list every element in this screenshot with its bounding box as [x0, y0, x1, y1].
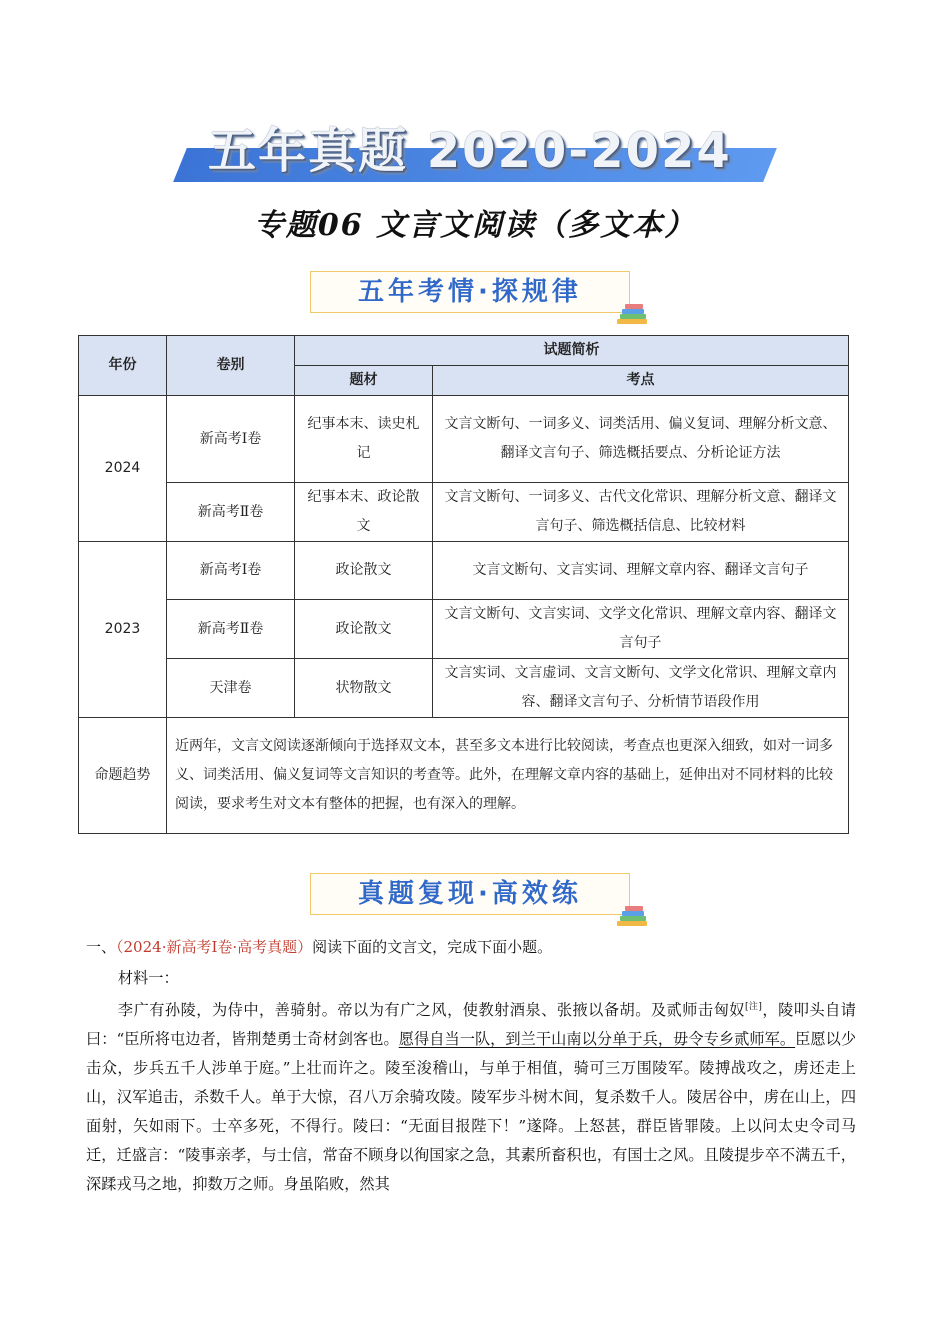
- topic-cell: 状物散文: [295, 659, 433, 718]
- table-row: [79, 483, 849, 542]
- table-row-trend: [79, 718, 849, 834]
- paper-cell: 新高考Ⅰ卷: [167, 542, 295, 600]
- material-paragraph: [86, 993, 856, 1199]
- points-cell: 文言文断句、一词多义、古代文化常识、理解分析文意、翻译文言句子、筛选概括信息、比较材料: [433, 483, 849, 542]
- footnote-marker: [注]: [744, 1002, 762, 1012]
- header-points: 考点: [433, 366, 849, 396]
- underlined-sentence: 愿得自当一队，到兰干山南以分单于兵，毋令专乡贰师军。: [398, 1030, 796, 1049]
- header-year: 年份: [79, 336, 167, 396]
- page-title: 专题06 文言文阅读（多文本）: [253, 208, 697, 243]
- header-analysis: 试题简析: [295, 336, 849, 366]
- question-source: （2024·新高考Ⅰ卷·高考真题）: [116, 938, 313, 956]
- books-icon: [617, 300, 651, 324]
- paragraph-text: 李广有孙陵，为侍中，善骑射。帝以为有广之风，使教射酒泉、张掖以备胡。及贰师击匈奴: [117, 1001, 745, 1020]
- banner-text: 五年真题 2020-2024: [208, 123, 732, 179]
- table-row: [79, 396, 849, 483]
- paper-cell: 天津卷: [167, 659, 295, 718]
- section-header-text: 真题复现·高效练: [358, 879, 582, 909]
- question-number: 一、: [86, 938, 117, 956]
- topic-cell: 政论散文: [295, 542, 433, 600]
- header-topic: 题材: [295, 366, 433, 396]
- paragraph-text: 臣愿以少击众，步兵五千人涉单于庭。”上壮而许之。陵至浚稽山，与单于相值，骑可三万围陵军。陵搏战攻之，虏还走上山，汉军追击，杀数千人。单于大惊，召八万余骑攻陵。陵军步斗树木间，复杀数千人。陵居谷中，虏在山上，四面射，矢如雨下。士卒多死，不得行。陵曰：“无面目报陛下！”遂降。上怒甚，群臣皆罪陵。上以问太史令司马迁，迁盛言：“陵事亲孝，与士信，常奋不顾身以徇国家之急，其素所畜积也，有国士之风。且陵提步卒不满五千，深蹂戎马之地，抑数万之师。身虽陷败，然其: [86, 1030, 857, 1194]
- topic-cell: 纪事本末、读史札记: [295, 396, 433, 483]
- paper-cell: 新高考Ⅰ卷: [167, 396, 295, 483]
- question-heading: [86, 936, 552, 957]
- material-label: 材料一：: [117, 969, 179, 987]
- header-banner: [180, 118, 770, 184]
- points-cell: 文言文断句、文言实词、文学文化常识、理解文章内容、翻译文言句子: [433, 600, 849, 659]
- table-row: [79, 542, 849, 600]
- paper-cell: 新高考Ⅱ卷: [167, 483, 295, 542]
- books-icon: [617, 902, 651, 926]
- trend-text: 近两年，文言文阅读逐渐倾向于选择双文本，甚至多文本进行比较阅读，考查点也更深入细致，如对一词多义、词类活用、偏义复词等文言知识的考查等。此外，在理解文章内容的基础上，延伸出对不同材料的比较阅读，要求考生对文本有整体的把握，也有深入的理解。: [167, 718, 849, 834]
- points-cell: 文言实词、文言虚词、文言文断句、文学文化常识、理解文章内容、翻译文言句子、分析情节语段作用: [433, 659, 849, 718]
- section-header-practice: [310, 873, 630, 915]
- table-row: [79, 659, 849, 718]
- exam-analysis-table: [78, 335, 849, 834]
- paper-cell: 新高考Ⅱ卷: [167, 600, 295, 659]
- points-cell: 文言文断句、一词多义、词类活用、偏义复词、理解分析文意、翻译文言句子、筛选概括要点、分析论证方法: [433, 396, 849, 483]
- section-header-text: 五年考情·探规律: [358, 277, 582, 307]
- year-cell: 2024: [79, 396, 167, 542]
- section-header-trends: [310, 271, 630, 313]
- table-row: [79, 600, 849, 659]
- question-instruction: 阅读下面的文言文，完成下面小题。: [312, 938, 553, 956]
- points-cell: 文言文断句、文言实词、理解文章内容、翻译文言句子: [433, 542, 849, 600]
- year-cell: 2023: [79, 542, 167, 718]
- trend-label: 命题趋势: [79, 718, 167, 834]
- paragraph-text: ，陵叩头自请曰：“臣所将屯边者，皆荆楚勇士奇材剑客也。: [86, 1001, 856, 1049]
- topic-cell: 政论散文: [295, 600, 433, 659]
- header-paper: 卷别: [167, 336, 295, 396]
- topic-cell: 纪事本末、政论散文: [295, 483, 433, 542]
